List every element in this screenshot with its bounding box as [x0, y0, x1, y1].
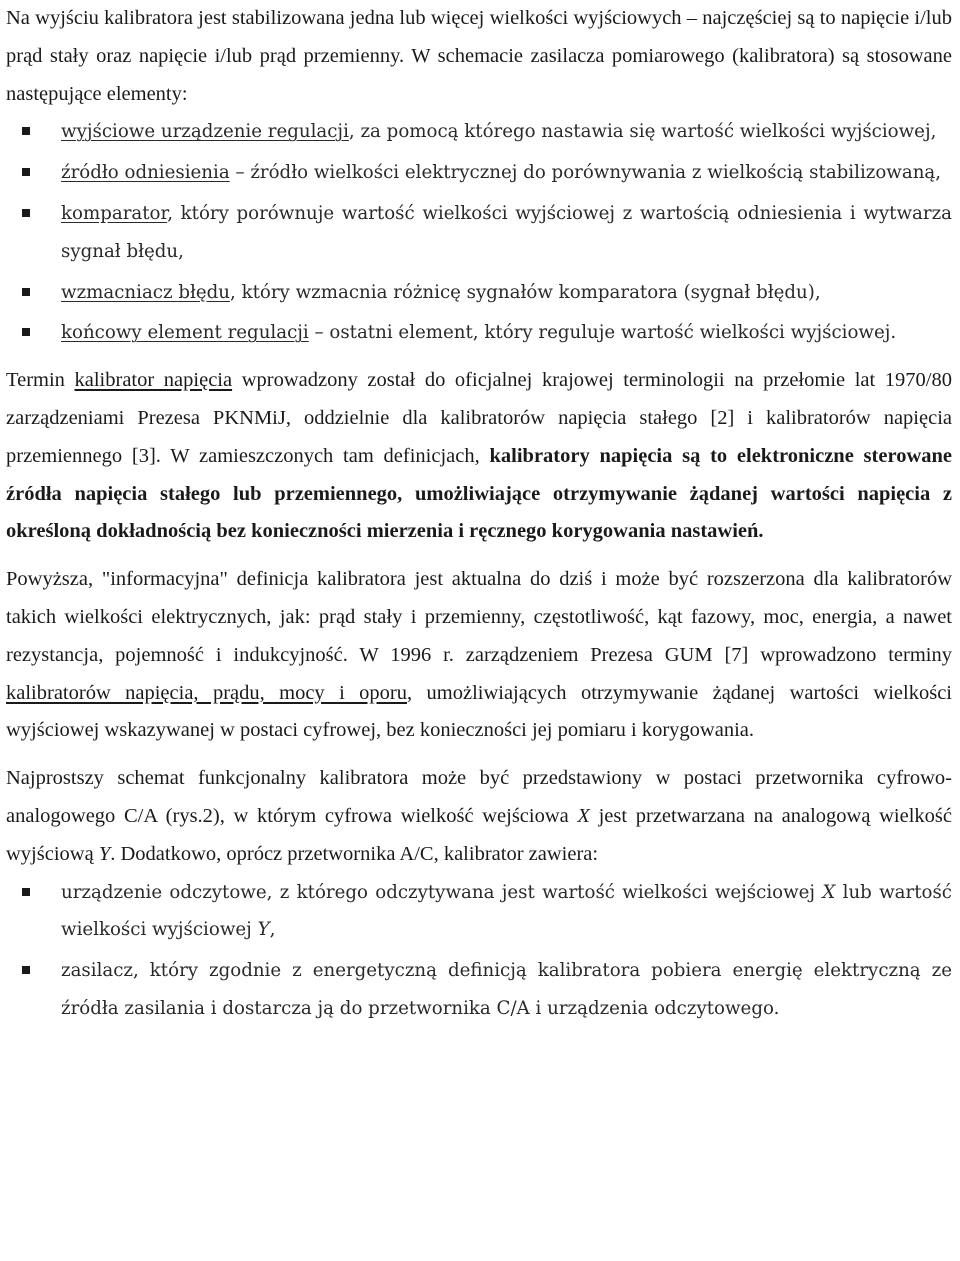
list-item: [6, 314, 952, 352]
term-underlined: końcowy element regulacji: [61, 322, 309, 344]
term-underlined: kalibratorów napięcia, prądu, mocy i oporu: [6, 681, 407, 704]
square-bullet-icon: [22, 888, 30, 896]
bold-definition: kalibratory napięcia są to elektroniczne sterowane źródła napięcia stałego lub przemiennego, umożliwiające otrzymywanie żądanej wartości napięcia z określoną dokładnością bez konieczności mierzenia i ręcznego korygowania nastawień.: [6, 444, 952, 543]
list-item: [6, 952, 952, 1028]
components-list: [6, 874, 952, 1028]
list-item: [6, 113, 952, 151]
list-item: [6, 874, 952, 950]
term-underlined: kalibrator napięcia: [74, 369, 233, 392]
item-text: – źródło wielkości elektrycznej do porównywania z wielkością stabilizowaną,: [229, 162, 942, 184]
document-page: [6, 0, 952, 1028]
square-bullet-icon: [22, 288, 30, 296]
variable-y: Y: [98, 842, 111, 865]
square-bullet-icon: [22, 127, 30, 135]
list-item: [6, 154, 952, 192]
term-underlined: wyjściowe urządzenie regulacji: [61, 121, 349, 143]
text-run: lub wartość wielkości wyjściowej: [61, 881, 952, 941]
term-underlined: źródło odniesienia: [61, 162, 230, 184]
text-run: . Dodatkowo, oprócz przetwornika A/C, kalibrator zawiera:: [110, 842, 599, 865]
list-item: [6, 195, 952, 271]
paragraph-functional-schema: [6, 760, 952, 873]
variable-x: X: [822, 881, 836, 903]
square-bullet-icon: [22, 168, 30, 176]
text-run: ,: [269, 919, 276, 941]
paragraph-term-definition: [6, 362, 952, 551]
item-text: , który porównuje wartość wielkości wyjściowej z wartością odniesienia i wytwarza sygnał błędu,: [61, 202, 952, 262]
square-bullet-icon: [22, 328, 30, 336]
text-run: wprowadzony został do oficjalnej krajowej terminologii na przełomie lat 1970/80 zarządzeniami Prezesa PKNMiJ, oddzielnie dla kalibratorów napięcia stałego [2] i kalibratorów napięcia przemiennego [3]. W zamieszczonych tam definicjach,: [6, 369, 952, 467]
text-run: , umożliwiających otrzymywanie żądanej wartości wielkości wyjściowej wskazywanej w postaci cyfrowej, bez konieczności jej pomiaru i korygowania.: [6, 681, 952, 742]
text-run: Najprostszy schemat funkcjonalny kalibratora może być przedstawiony w postaci przetwornika cyfrowo-analogowego C/A (rys.2), w którym cyfrowa wielkość wejściowa: [6, 767, 952, 827]
text-run: Termin: [6, 369, 75, 392]
text-run: jest przetwarzana na analogową wielkość wyjściową: [6, 804, 952, 865]
term-underlined: wzmacniacz błędu: [61, 281, 231, 303]
item-text: , który wzmacnia różnicę sygnałów komparatora (sygnał błędu),: [230, 281, 821, 303]
paragraph-intro: [6, 0, 952, 113]
list-item: [6, 274, 952, 312]
variable-y: Y: [257, 919, 270, 941]
item-text: – ostatni element, który reguluje wartość wielkości wyjściowej.: [308, 322, 897, 344]
elements-list: [6, 113, 952, 352]
text-run: Powyższa, "informacyjna" definicja kalibratora jest aktualna do dziś i może być rozszerzona dla kalibratorów takich wielkości elektrycznych, jak: prąd stały i przemienny, częstotliwość, kąt fazowy, moc, energia, a nawet rezystancja, pojemność i indukcyjność. W 1996 r. zarządzeniem Prezesa GUM [7] wprowadzono terminy: [6, 568, 952, 666]
square-bullet-icon: [22, 966, 30, 974]
paragraph-extended-definition: [6, 561, 952, 750]
text-run: urządzenie odczytowe, z którego odczytywana jest wartość wielkości wejściowej: [61, 881, 823, 903]
variable-x: X: [577, 804, 590, 827]
square-bullet-icon: [22, 209, 30, 217]
item-text: , za pomocą którego nastawia się wartość wielkości wyjściowej,: [348, 121, 937, 143]
term-underlined: komparator: [61, 202, 168, 224]
intro-text: Na wyjściu kalibratora jest stabilizowana jedna lub więcej wielkości wyjściowych – najczęściej są to napięcie i/lub prąd stały oraz napięcie i/lub prąd przemienny. W schemacie zasilacza pomiarowego (kalibratora) są stosowane następujące elementy:: [6, 7, 952, 105]
text-run: zasilacz, który zgodnie z energetyczną definicją kalibratora pobiera energię elektryczną ze źródła zasilania i dostarcza ją do przetwornika C/A i urządzenia odczytowego.: [61, 960, 952, 1019]
